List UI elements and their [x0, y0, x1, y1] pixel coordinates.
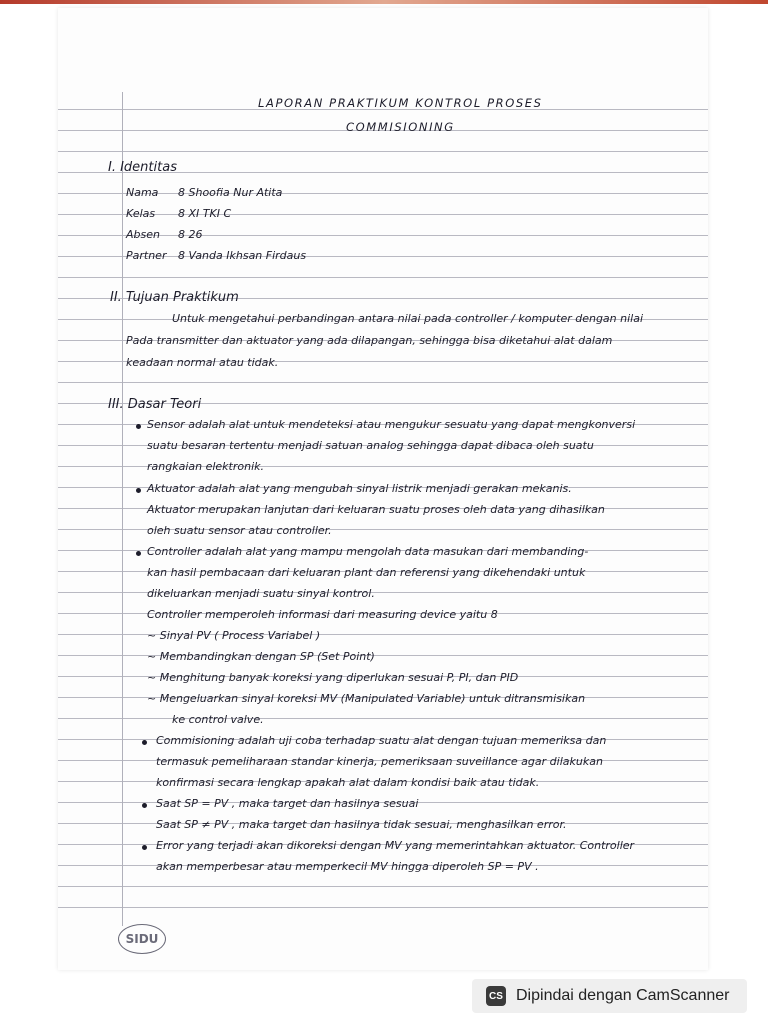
- margin-line: [122, 92, 123, 926]
- report-subtitle: COMMISIONING: [346, 120, 455, 134]
- tujuan-line: keadaan normal atau tidak.: [126, 356, 279, 369]
- identity-value-absen: 8 26: [178, 228, 203, 241]
- teori-line: Controller adalah alat yang mampu mengolah data masukan dari membanding-: [147, 545, 589, 558]
- teori-line: dikeluarkan menjadi suatu sinyal kontrol.: [147, 587, 375, 600]
- section-heading-dasar-teori: III. Dasar Teori: [108, 397, 202, 412]
- teori-line: Saat SP = PV , maka target dan hasilnya sesuai: [156, 797, 419, 810]
- bullet-icon: [142, 740, 147, 745]
- teori-line: rangkaian elektronik.: [147, 460, 265, 473]
- teori-line: ~ Menghitung banyak koreksi yang diperlukan sesuai P, PI, dan PID: [147, 671, 519, 684]
- teori-line: kan hasil pembacaan dari keluaran plant dan referensi yang dikehendaki untuk: [147, 566, 586, 579]
- teori-line: akan memperbesar atau memperkecil MV hingga diperoleh SP = PV .: [156, 860, 539, 873]
- tujuan-line: Pada transmitter dan aktuator yang ada dilapangan, sehingga bisa diketahui alat dalam: [126, 334, 613, 347]
- section-heading-tujuan: II. Tujuan Praktikum: [110, 290, 239, 305]
- teori-line: Aktuator merupakan lanjutan dari keluaran suatu proses oleh data yang dihasilkan: [147, 503, 605, 516]
- teori-line: suatu besaran tertentu menjadi satuan analog sehingga dapat dibaca oleh suatu: [147, 439, 594, 452]
- identity-label-absen: Absen: [126, 228, 160, 241]
- bullet-icon: [142, 845, 147, 850]
- teori-line: Commisioning adalah uji coba terhadap suatu alat dengan tujuan memeriksa dan: [156, 734, 607, 747]
- identity-label-nama: Nama: [126, 186, 159, 199]
- teori-line: ~ Membandingkan dengan SP (Set Point): [147, 650, 375, 663]
- sidu-logo: SIDU: [118, 924, 166, 954]
- tujuan-line: Untuk mengetahui perbandingan antara nilai pada controller / komputer dengan nilai: [172, 312, 644, 325]
- identity-label-partner: Partner: [126, 249, 167, 262]
- identity-label-kelas: Kelas: [126, 207, 156, 220]
- camscanner-icon: CS: [486, 986, 506, 1006]
- teori-line: Sensor adalah alat untuk mendeteksi atau mengukur sesuatu yang dapat mengkonversi: [147, 418, 636, 431]
- teori-line: Error yang terjadi akan dikoreksi dengan MV yang memerintahkan aktuator. Controller: [156, 839, 635, 852]
- top-color-strip: [0, 0, 768, 4]
- teori-line: ke control valve.: [172, 713, 264, 726]
- identity-value-kelas: 8 XI TKI C: [178, 207, 232, 220]
- teori-line: Controller memperoleh informasi dari measuring device yaitu 8: [147, 608, 498, 621]
- camscanner-text: Dipindai dengan CamScanner: [516, 987, 730, 1004]
- bullet-icon: [142, 803, 147, 808]
- report-title: LAPORAN PRAKTIKUM KONTROL PROSES: [258, 96, 543, 110]
- section-heading-identitas: I. Identitas: [108, 160, 177, 175]
- teori-line: Saat SP ≠ PV , maka target dan hasilnya tidak sesuai, menghasilkan error.: [156, 818, 567, 831]
- teori-line: konfirmasi secara lengkap apakah alat dalam kondisi baik atau tidak.: [156, 776, 540, 789]
- page-top-margin: [58, 8, 708, 89]
- teori-line: ~ Sinyal PV ( Process Variabel ): [147, 629, 321, 642]
- teori-line: oleh suatu sensor atau controller.: [147, 524, 332, 537]
- teori-line: ~ Mengeluarkan sinyal koreksi MV (Manipulated Variable) untuk ditransmisikan: [147, 692, 586, 705]
- teori-line: termasuk pemeliharaan standar kinerja, pemeriksaan suveillance agar dilakukan: [156, 755, 603, 768]
- teori-line: Aktuator adalah alat yang mengubah sinyal listrik menjadi gerakan mekanis.: [147, 482, 572, 495]
- bullet-icon: [136, 488, 141, 493]
- identity-value-nama: 8 Shoofia Nur Atita: [178, 186, 283, 199]
- camscanner-watermark: [472, 979, 747, 1013]
- bullet-icon: [136, 551, 141, 556]
- bullet-icon: [136, 424, 141, 429]
- identity-value-partner: 8 Vanda Ikhsan Firdaus: [178, 249, 307, 262]
